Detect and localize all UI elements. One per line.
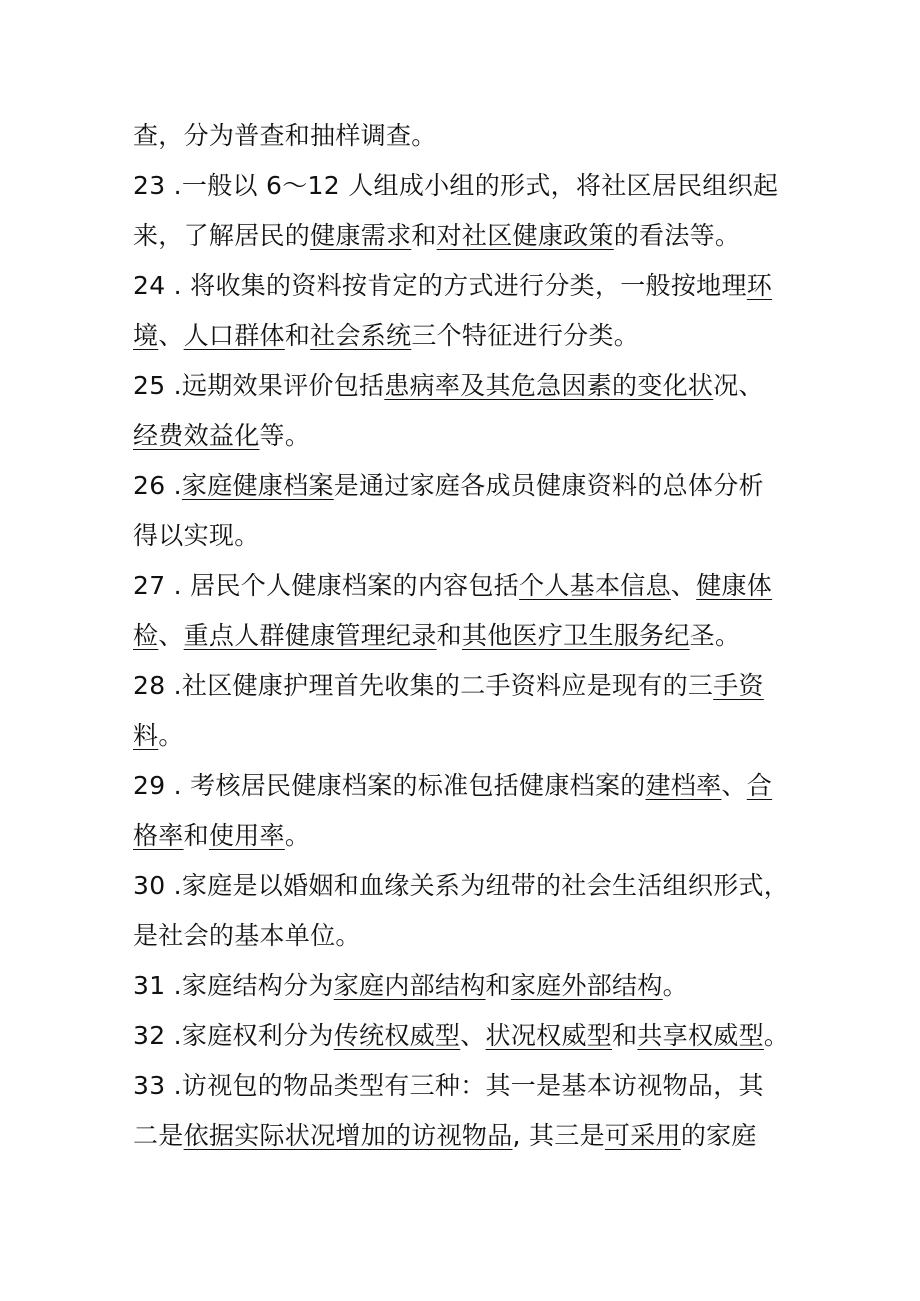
text-segment: 26 . bbox=[133, 471, 182, 500]
text-line bbox=[133, 611, 813, 661]
text-segment: 。 bbox=[763, 1021, 790, 1050]
text-segment: 三个特征进行分类。 bbox=[411, 321, 640, 350]
text-line bbox=[133, 511, 813, 561]
text-segment: 和 bbox=[436, 621, 462, 650]
text-segment: 24 . 将收集的资料按肯定的方式进行分类，一般按地理 bbox=[133, 271, 747, 300]
underlined-answer: 依据实际状况增加的访视物品 bbox=[183, 1121, 513, 1150]
text-segment: 是社会的基本单位。 bbox=[133, 921, 361, 950]
underlined-answer: 健康需求 bbox=[310, 221, 412, 250]
text-segment: 和 bbox=[284, 321, 311, 350]
underlined-answer: 个人基本信息 bbox=[519, 571, 671, 600]
text-line bbox=[133, 311, 813, 361]
underlined-answer: 使用率 bbox=[208, 821, 285, 850]
underlined-answer: 社会系统 bbox=[310, 321, 412, 350]
text-segment: 二是 bbox=[133, 1121, 184, 1150]
text-line bbox=[133, 761, 813, 811]
text-line bbox=[133, 961, 813, 1011]
underlined-answer: 环 bbox=[746, 271, 773, 300]
underlined-answer: 对社区健康政策 bbox=[436, 221, 614, 250]
text-line bbox=[133, 361, 813, 411]
underlined-answer: 状况权威型 bbox=[485, 1021, 613, 1050]
underlined-answer: 家庭外部结构 bbox=[510, 971, 663, 1000]
text-segment: 查，分为普查和抽样调查。 bbox=[133, 121, 437, 150]
text-line bbox=[133, 111, 813, 161]
text-segment: 况、 bbox=[713, 371, 764, 400]
underlined-answer: 健康体 bbox=[696, 571, 773, 600]
underlined-answer: 家庭健康档案 bbox=[181, 471, 334, 500]
text-line bbox=[133, 861, 813, 911]
underlined-answer: 检 bbox=[133, 621, 159, 650]
text-line bbox=[133, 211, 813, 261]
text-segment: 32 .家庭权利分为 bbox=[133, 1021, 334, 1050]
text-segment: 33 .访视包的物品类型有三种：其一是基本访视物品，其 bbox=[133, 1071, 764, 1100]
underlined-answer: 境 bbox=[133, 321, 159, 350]
underlined-answer: 传统权威型 bbox=[333, 1021, 461, 1050]
text-segment: 。 bbox=[158, 721, 184, 750]
text-line bbox=[133, 261, 813, 311]
underlined-answer: 手资 bbox=[713, 671, 764, 700]
text-segment: 30 .家庭是以婚姻和血缘关系为纽带的社会生活组织形式， bbox=[133, 871, 790, 900]
underlined-answer: 经费效益化 bbox=[133, 421, 260, 450]
text-segment: 29 . 考核居民健康档案的标准包括健康档案的 bbox=[133, 771, 646, 800]
text-segment: 25 .远期效果评价包括 bbox=[133, 371, 385, 400]
text-line bbox=[133, 811, 813, 861]
text-segment: 得以实现。 bbox=[133, 521, 260, 550]
text-segment: 27 . 居民个人健康档案的内容包括 bbox=[133, 571, 520, 600]
text-segment: 。 bbox=[662, 971, 688, 1000]
text-segment: 和 bbox=[612, 1021, 638, 1050]
underlined-answer: 人口群体 bbox=[183, 321, 285, 350]
text-line bbox=[133, 711, 813, 761]
text-line bbox=[133, 1111, 813, 1161]
underlined-answer: 患病率及其危急因素的变化状 bbox=[384, 371, 714, 400]
text-segment: , 其三是 bbox=[512, 1121, 605, 1150]
underlined-answer: 合 bbox=[746, 771, 773, 800]
text-segment: 是通过家庭各成员健康资料的总体分析 bbox=[333, 471, 764, 500]
underlined-answer: 建档率 bbox=[645, 771, 722, 800]
underlined-answer: 家庭内部结构 bbox=[333, 971, 486, 1000]
text-segment: 、 bbox=[460, 1021, 486, 1050]
text-line bbox=[133, 461, 813, 511]
text-segment: 28 .社区健康护理首先收集的二手资料应是现有的三 bbox=[133, 671, 714, 700]
text-line bbox=[133, 411, 813, 461]
underlined-answer: 可采用 bbox=[604, 1121, 681, 1150]
text-line bbox=[133, 1011, 813, 1061]
underlined-answer: 其他医疗卫生服务纪 bbox=[461, 621, 690, 650]
text-segment: 和 bbox=[183, 821, 209, 850]
text-segment: 、 bbox=[158, 621, 184, 650]
text-segment: 、 bbox=[670, 571, 697, 600]
text-segment: 和 bbox=[411, 221, 437, 250]
underlined-answer: 料 bbox=[133, 721, 159, 750]
text-line bbox=[133, 661, 813, 711]
text-segment: 的家庭 bbox=[680, 1121, 757, 1150]
underlined-answer: 格率 bbox=[133, 821, 184, 850]
text-segment: 圣。 bbox=[689, 621, 741, 650]
text-segment: 的看法等。 bbox=[613, 221, 741, 250]
text-segment: 和 bbox=[485, 971, 511, 1000]
text-line bbox=[133, 911, 813, 961]
text-segment: 来，了解居民的 bbox=[133, 221, 311, 250]
text-segment: 。 bbox=[284, 821, 311, 850]
text-segment: 、 bbox=[721, 771, 747, 800]
text-segment: 23 .一般以 6～12 人组成小组的形式，将社区居民组织起 bbox=[133, 171, 779, 200]
underlined-answer: 共享权威型 bbox=[637, 1021, 764, 1050]
document-body bbox=[133, 111, 813, 1161]
text-segment: 等。 bbox=[259, 421, 311, 450]
text-line bbox=[133, 1061, 813, 1111]
text-line bbox=[133, 161, 813, 211]
text-segment: 31 .家庭结构分为 bbox=[133, 971, 334, 1000]
text-segment: 、 bbox=[158, 321, 184, 350]
text-line bbox=[133, 561, 813, 611]
underlined-answer: 重点人群健康管理纪录 bbox=[183, 621, 437, 650]
